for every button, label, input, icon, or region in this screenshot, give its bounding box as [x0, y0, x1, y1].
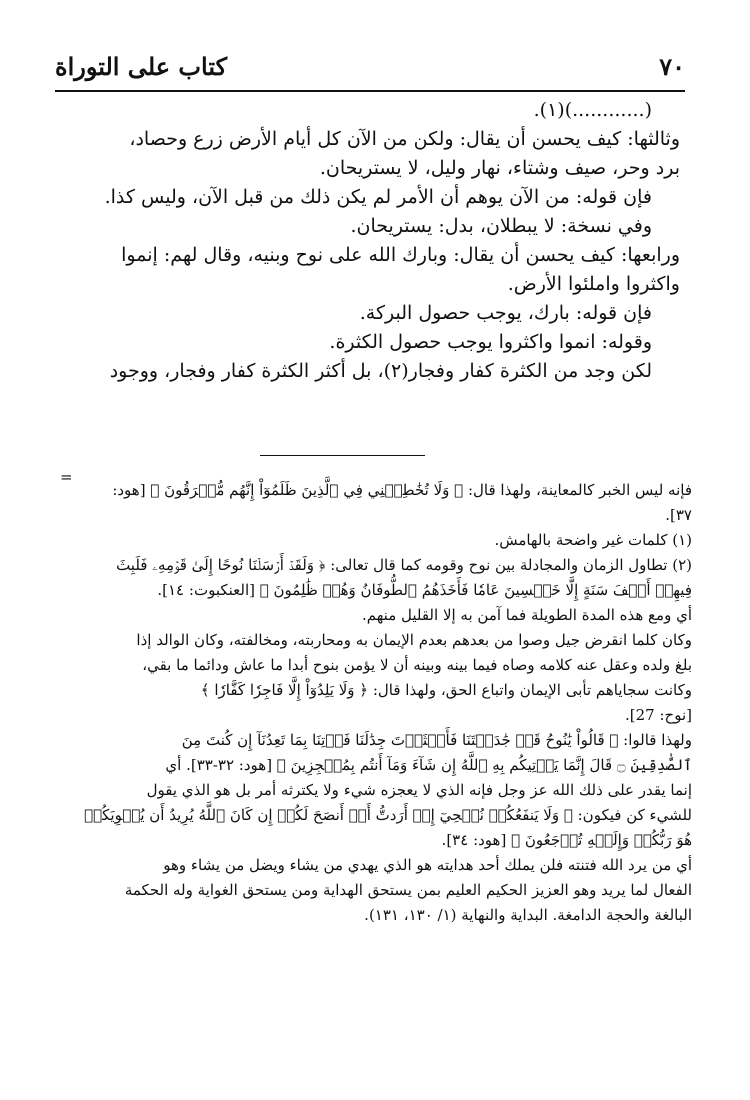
- page-number: ٧٠: [659, 52, 685, 81]
- main-text: [65, 96, 680, 386]
- header-divider: [55, 90, 685, 92]
- footnote-2: (٢) تطاول الزمان والمجادلة بين نوح وقومه كما قال تعالى: ﴿ وَلَقَدۡ أَرۡسَلۡنَا نُوحًا إِلَىٰ قَوۡمِهِۦ فَلَبِثَ: [116, 556, 692, 574]
- footnote-line: ٱلصَّٰدِقِينَ ۝ قَالَ إِنَّمَا يَأۡتِيكُم بِهِ ٱللَّهُ إِن شَآءَ وَمَآ أَنتُم بِمُعۡجِزِينَ ﴾ [هود: ٣٢-٣٣]. أي: [165, 756, 692, 774]
- footnote-line: أي ومع هذه المدة الطويلة فما آمن به إلا القليل منهم.: [362, 606, 692, 624]
- text-line: وقوله: انموا واكثروا يوجب حصول الكثرة.: [329, 331, 652, 353]
- footnote-line: [نوح: 27].: [625, 706, 692, 724]
- footnote-divider: [260, 455, 425, 456]
- footnote-line: وكانت سجاياهم تأبى الإيمان واتباع الحق، ولهذا قال: ﴿ وَلَا يَلِدُوٓاْ إِلَّا فَاجِرٗا كَفَّارٗا ﴾: [200, 681, 692, 699]
- footnote-line: بلغ ولده وعقل عنه كلامه وصاه فيما بينه وبينه أن لا يؤمن بنوح أبدا ما عاش ودائما ما بقي،: [142, 656, 692, 674]
- text-line: لكن وجد من الكثرة كفار وفجار(٢)، بل أكثر الكثرة كفار وفجار، ووجود: [109, 360, 652, 382]
- footnote-line: ولهذا قالوا: ﴿ قَالُواْ يَٰنُوحُ قَدۡ جَٰدَلۡتَنَا فَأَكۡثَرۡتَ جِدَٰلَنَا فَأۡتِنَا بِمَا تَعِدُنَآ إِن كُنتَ مِنَ: [181, 731, 692, 749]
- footnote-line: إنما يقدر على ذلك الله عز وجل فإنه الذي لا يعجزه شيء ولا يكترثه أمر بل هو الذي يقول: [146, 781, 692, 799]
- page-header: [55, 52, 685, 88]
- footnote-line: ٣٧].: [665, 506, 692, 524]
- footnote-line: أي من يرد الله فتنته فلن يملك أحد هدايته هو الذي يهدي من يشاء ويضل من يشاء وهو: [163, 856, 692, 874]
- footnote-line: البالغة والحجة الدامغة. البداية والنهاية (١/ ١٣٠، ١٣١).: [364, 906, 692, 924]
- footnote-line: للشيء كن فيكون: ﴿ وَلَا يَنفَعُكُمۡ نُصۡحِيٓ إِنۡ أَرَدتُّ أَنۡ أَنصَحَ لَكُمۡ إِن كَانَ ٱللَّهُ يُرِيدُ أَن يُغۡوِيَكُمۡ: [84, 806, 692, 824]
- footnote-1: (١) كلمات غير واضحة بالهامش.: [494, 531, 692, 549]
- footnote-line: فِيهِمۡ أَلۡفَ سَنَةٍ إِلَّا خَمۡسِينَ عَامٗا فَأَخَذَهُمُ ٱلطُّوفَانُ وَهُمۡ ظَٰلِمُونَ ﴾ [العنكبوت: ١٤].: [157, 581, 692, 599]
- text-line: وفي نسخة: لا يبطلان، بدل: يستريحان.: [350, 215, 652, 237]
- text-line: (............)(١).: [533, 99, 652, 121]
- text-line: ورابعها: كيف يحسن أن يقال: وبارك الله على نوح وبنيه، وقال لهم: إنموا: [121, 244, 680, 266]
- text-line: واكثروا واملئوا الأرض.: [507, 273, 680, 295]
- text-line: فإن قوله: بارك، يوجب حصول البركة.: [359, 302, 652, 324]
- footnote-line: الفعال لما يريد وهو العزيز الحكيم العليم بمن يستحق الهداية ومن يستحق الغواية وله الحكمة: [124, 881, 692, 899]
- text-line: وثالثها: كيف يحسن أن يقال: ولكن من الآن كل أيام الأرض زرع وحصاد،: [129, 128, 680, 150]
- text-line: فإن قوله: من الآن يوهم أن الأمر لم يكن ذلك من قبل الآن، وليس كذا.: [104, 186, 652, 208]
- footnote-line: وكان كلما انقرض جيل وصوا من بعدهم بعدم الإيمان به ومحاربته، ومخالفته، وكان الوالد إذا: [136, 631, 692, 649]
- footnotes: [64, 478, 692, 928]
- text-line: برد وحر، صيف وشتاء، نهار وليل، لا يستريحان.: [319, 157, 680, 179]
- footnote-line: هُوَ رَبُّكُمۡ وَإِلَيۡهِ تُرۡجَعُونَ ﴾ [هود: ٣٤].: [441, 831, 692, 849]
- footnote-line: فإنه ليس الخبر كالمعاينة، ولهذا قال: ﴿ وَلَا تُخَٰطِبۡنِي فِي ٱلَّذِينَ ظَلَمُوٓاْ إِنَّهُم مُّغۡرَقُونَ ﴾ [هود:: [112, 481, 692, 499]
- running-title: كتاب على التوراة: [55, 52, 228, 81]
- continuation-mark: =: [60, 468, 73, 486]
